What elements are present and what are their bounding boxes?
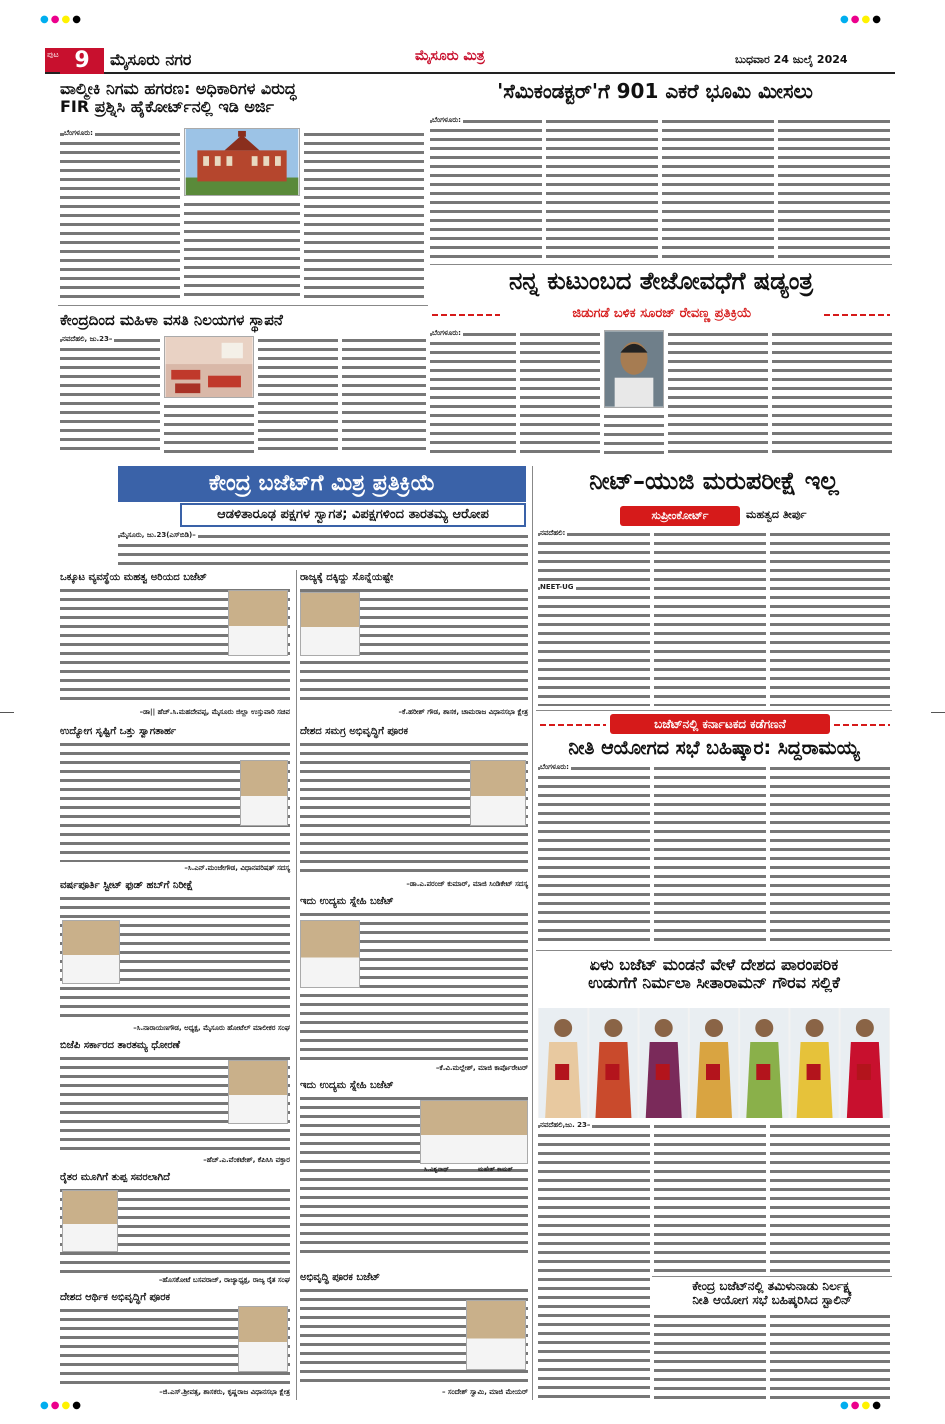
reaction-title: ಇದು ಉದ್ಯಮ ಸ್ನೇಹಿ ಬಜೆಟ್ <box>300 896 394 907</box>
neet-headline: ನೀಟ್–ಯುಜಿ ಮರುಪರೀಕ್ಷೆ ಇಲ್ಲ <box>589 467 839 495</box>
saree-frame <box>841 1008 889 1118</box>
column-rule <box>296 570 297 1400</box>
niti-dateline: ಬೆಂಗಳೂರು: <box>540 763 569 771</box>
section-name: ಮೈಸೂರು ನಗರ <box>110 50 192 69</box>
budget-dateline: ಮೈಸೂರು, ಜು.23(ಎಸ್‌ಬಿಡಿ)– <box>120 531 196 539</box>
reaction-byline: –ಕೆ.ಹರೀಶ್ ಗೌಡ, ಶಾಸಕ, ಚಾಮರಾಜ ವಿಧಾನಸಭಾ ಕ್ಷೇತ್ರ <box>300 708 528 717</box>
conspiracy-body-col3 <box>604 412 664 456</box>
reaction-title: ದೇಶದ ಆರ್ಥಿಕ ಅಭಿವೃದ್ಧಿಗೆ ಪೂರಕ <box>60 1292 171 1303</box>
page-number: 9 <box>60 48 104 74</box>
nirmala-body-col1 <box>538 1122 650 1402</box>
reaction-byline: –ಡಾ.ಎ.ಪರಂಜ್ ಕುಮಾರ್, ಮಾಜಿ ಸಿಂಡಿಕೇಟ್ ಸದಸ್ಯ <box>300 880 528 889</box>
tamilnadu-body-col2 <box>770 1312 890 1400</box>
valmiki-body-col2 <box>184 200 300 300</box>
portrait-caption: ಸಿ.ವಿಶ್ವನಾಥ್ <box>424 1166 449 1173</box>
semiconductor-body-col1 <box>430 117 542 260</box>
column-rule <box>532 466 533 1400</box>
reaction-portrait <box>228 1060 288 1124</box>
budget-banner: ಕೇಂದ್ರ ಬಜೆಟ್‌ಗೆ ಮಿಶ್ರ ಪ್ರತಿಕ್ರಿಯೆ <box>118 466 526 502</box>
neet-body-col2 <box>654 530 766 706</box>
hostel-body-col3 <box>258 336 338 456</box>
registration-dots-top-right: ●●●● <box>840 14 883 25</box>
reaction-portrait <box>300 920 360 988</box>
hostel-headline: ಕೇಂದ್ರದಿಂದ ಮಹಿಳಾ ವಸತಿ ನಿಲಯಗಳ ಸ್ಥಾಪನೆ <box>60 311 283 329</box>
reaction-byline: –ಡಾ|| ಹೆಚ್.ಸಿ.ಮಹದೇವಪ್ಪ, ಮೈಸೂರು ಜಿಲ್ಲಾ ಉಸ್ತುವಾರಿ ಸಚಿವ <box>60 708 290 717</box>
nirmala-dateline: ನವದೆಹಲಿ,ಜು. 23– <box>540 1121 591 1129</box>
reaction-title: ಇದು ಉದ್ಯಮ ಸ್ನೇಹಿ ಬಜೆಟ್ <box>300 1080 394 1091</box>
conspiracy-body-col2 <box>520 330 600 456</box>
rule <box>430 264 892 265</box>
hostel-body-col4 <box>342 336 426 456</box>
niti-body-col1 <box>538 764 650 946</box>
tamilnadu-body-col1 <box>654 1312 766 1400</box>
saree-frame <box>589 1008 637 1118</box>
semiconductor-dateline: ಬೆಂಗಳೂರು: <box>432 116 461 124</box>
nirmala-saree-photos <box>538 1008 890 1118</box>
rule <box>652 1276 892 1277</box>
reaction-portrait <box>420 1100 528 1164</box>
reaction-byline: –ಕೆ.ವಿ.ಮಲ್ಲೇಶ್, ಮಾಜಿ ಕಾರ್ಪೊರೇಟರ್ <box>300 1064 528 1073</box>
neet-tag-suffix: ಮಹತ್ವದ ತೀರ್ಪು <box>746 508 807 521</box>
reaction-title: ಬಿಜೆಪಿ ಸರ್ಕಾರದ ತಾರತಮ್ಯ ಧೋರಣೆ <box>60 1040 180 1051</box>
reaction-portrait <box>240 760 288 826</box>
neet-body-col1 <box>538 530 650 706</box>
reaction-portrait <box>228 590 288 656</box>
nirmala-body-col2 <box>654 1122 766 1272</box>
page-label: ಪುಟ <box>45 48 77 72</box>
reaction-portrait <box>466 1300 526 1370</box>
masthead: ಮೈಸೂರು ಮಿತ್ರ <box>415 48 485 64</box>
dashed-rule <box>834 724 890 726</box>
rule <box>58 305 428 306</box>
crop-mark <box>931 712 945 713</box>
niti-headline: ನೀತಿ ಆಯೋಗದ ಸಭೆ ಬಹಿಷ್ಕಾರ: ಸಿದ್ದರಾಮಯ್ಯ <box>568 737 860 759</box>
high-court-photo <box>184 128 300 196</box>
semiconductor-headline: 'ಸೆಮಿಕಂಡಕ್ಟರ್'ಗೆ 901 ಎಕರೆ ಭೂಮಿ ಮೀಸಲು <box>497 79 813 103</box>
registration-dots-bottom-left: ●●●● <box>40 1400 83 1411</box>
issue-date: ಬುಧವಾರ 24 ಜುಲೈ 2024 <box>735 53 848 66</box>
reaction-portrait <box>300 592 360 656</box>
nirmala-headline: ಏಳು ಬಜೆಟ್ ಮಂಡನೆ ವೇಳೆ ದೇಶದ ಪಾರಂಪರಿಕ ಉಡುಗೆಗೆ ನಿರ್ಮಲಾ ಸೀತಾರಾಮನ್ ಗೌರವ ಸಲ್ಲಿಕೆ <box>588 955 840 993</box>
semiconductor-body-col3 <box>662 117 774 260</box>
conspiracy-headline: ನನ್ನ ಕುಟುಂಬದ ತೇಜೋವಧೆಗೆ ಷಡ್ಯಂತ್ರ <box>508 267 814 295</box>
hostel-dateline: ನವದೆಹಲಿ, ಜು.23– <box>62 335 113 343</box>
reaction-byline: –ಹೊಸಕೋಟೆ ಬಸವರಾಜ್, ರಾಜ್ಯಾಧ್ಯಕ್ಷ, ರಾಜ್ಯ ರೈತ ಸಂಘ <box>60 1276 290 1285</box>
saree-frame <box>539 1008 587 1118</box>
tamilnadu-headline: ಕೇಂದ್ರ ಬಜೆಟ್‌ನಲ್ಲಿ ತಮಿಳುನಾಡು ನಿರ್ಲಕ್ಷ್ಯ ನೀತಿ ಆಯೋಗ ಸಭೆ ಬಹಿಷ್ಕರಿಸಿದ ಸ್ಟಾಲಿನ್ <box>692 1279 852 1307</box>
reaction-title: ರಾಜ್ಯಕ್ಕೆ ದಕ್ಕಿದ್ದು ಸೊನ್ನೆಯಷ್ಟೇ <box>300 572 394 583</box>
registration-dots-top-left: ●●●● <box>40 14 83 25</box>
reaction-portrait <box>62 1190 118 1252</box>
valmiki-headline: ವಾಲ್ಮೀಕಿ ನಿಗಮ ಹಗರಣ: ಅಧಿಕಾರಿಗಳ ವಿರುದ್ಧ FIR ಪ್ರಶ್ನಿಸಿ ಹೈಕೋರ್ಟ್‌ನಲ್ಲಿ ಇಡಿ ಅರ್ಜಿ <box>60 79 297 117</box>
niti-kicker: ಬಜೆಟ್‌ನಲ್ಲಿ ಕರ್ನಾಟಕದ ಕಡೆಗಣನೆ <box>610 714 830 734</box>
reaction-portrait <box>62 920 120 984</box>
reaction-byline: –ಜಿ.ಎಸ್.ಶ್ರೀವತ್ಸ, ಶಾಸಕರು, ಕೃಷ್ಣರಾಜ ವಿಧಾನಸಭಾ ಕ್ಷೇತ್ರ <box>60 1388 290 1397</box>
neet-tag: ಸುಪ್ರೀಂಕೋರ್ಟ್ <box>620 506 740 526</box>
budget-subhead: ಆಡಳಿತಾರೂಢ ಪಕ್ಷಗಳ ಸ್ವಾಗತ; ವಿಪಕ್ಷಗಳಿಂದ ತಾರತಮ್ಯ ಆರೋಪ <box>180 503 526 527</box>
niti-body-col2 <box>654 764 766 946</box>
saree-frame <box>740 1008 788 1118</box>
saree-frame <box>640 1008 688 1118</box>
reaction-title: ವರ್ಷಪೂರ್ತಿ ಸ್ಟೀಟ್ ಫುಡ್ ಹಬ್‌ಗೆ ನಿರೀಕ್ಷೆ <box>60 880 194 891</box>
semiconductor-body-col2 <box>546 117 658 260</box>
reaction-title: ದೇಶದ ಸಮಗ್ರ ಅಭಿವೃದ್ಧಿಗೆ ಪೂರಕ <box>300 726 408 737</box>
reaction-portrait <box>238 1306 288 1372</box>
reaction-byline: –ಹೆಚ್.ಎ.ವೆಂಕಟೇಶ್, ಕೆಪಿಸಿಸಿ ವಕ್ತಾರ <box>60 1156 290 1165</box>
reaction-title: ರೈತರ ಮೂಗಿಗೆ ತುಪ್ಪ ಸವರಲಾಗಿದೆ <box>60 1172 170 1183</box>
niti-body-col3 <box>770 764 890 946</box>
valmiki-dateline: ಬೆಂಗಳೂರು: <box>64 129 93 137</box>
rule <box>536 950 892 951</box>
conspiracy-body-col5 <box>772 330 892 456</box>
conspiracy-subhead: ಜಿಡುಗಡೆ ಬಳಿಕ ಸೂರಜ್ ರೇವಣ್ಣ ಪ್ರತಿಕ್ರಿಯೆ <box>502 302 822 326</box>
neet-ug-label: NEET-UG <box>540 583 574 591</box>
reaction-title: ಉದ್ಯೋಗ ಸೃಷ್ಟಿಗೆ ಒತ್ತು ಸ್ವಾಗತಾರ್ಹ <box>60 726 177 737</box>
neet-dateline: ನವದೆಹಲಿ: <box>540 529 566 537</box>
conspiracy-body-col4 <box>668 330 768 456</box>
reaction-title: ಒಕ್ಕೂಟ ವ್ಯವಸ್ಥೆಯ ಮಹತ್ವ ಅರಿಯದ ಬಜೆಟ್ <box>60 572 207 583</box>
rule <box>536 710 892 711</box>
conspiracy-body-col1 <box>430 330 516 456</box>
registration-dots-bottom-right: ●●●● <box>840 1400 883 1411</box>
valmiki-body-col3 <box>304 130 424 300</box>
hostel-body-col1 <box>60 336 160 456</box>
neet-body-col3 <box>770 530 890 706</box>
semiconductor-body-col4 <box>778 117 890 260</box>
suraj-revanna-photo <box>604 330 664 408</box>
portrait-caption: ಮಹೇಶ್ ಕಾಮತ್ <box>478 1166 513 1173</box>
hostel-room-photo <box>164 336 254 398</box>
saree-frame <box>790 1008 838 1118</box>
reaction-byline: –ಸಿ.ನಾರಾಯಣಗೌಡ, ಅಧ್ಯಕ್ಷ, ಮೈಸೂರು ಹೋಟೆಲ್ ಮಾಲೀಕರ ಸಂಘ <box>60 1024 290 1033</box>
dashed-rule <box>540 724 606 726</box>
crop-mark <box>0 712 14 713</box>
reaction-title: ಅಭಿವೃದ್ಧಿ ಪೂರಕ ಬಜೆಟ್ <box>300 1272 381 1283</box>
dashed-rule <box>824 314 890 316</box>
valmiki-body-col1 <box>60 130 180 300</box>
conspiracy-dateline: ಬೆಂಗಳೂರು: <box>432 329 461 337</box>
saree-frame <box>690 1008 738 1118</box>
reaction-portrait <box>470 760 526 826</box>
hostel-body-col2 <box>164 402 254 456</box>
dashed-rule <box>432 314 500 316</box>
reaction-byline: – ಸಂದೇಶ್ ಸ್ವಾಮಿ, ಮಾಜಿ ಮೇಯರ್ <box>300 1388 528 1397</box>
reaction-byline: –ಸಿ.ಎನ್.ಮಂಜೇಗೌಡ, ವಿಧಾನಪರಿಷತ್ ಸದಸ್ಯ <box>60 864 290 873</box>
nirmala-body-col3 <box>770 1122 890 1272</box>
